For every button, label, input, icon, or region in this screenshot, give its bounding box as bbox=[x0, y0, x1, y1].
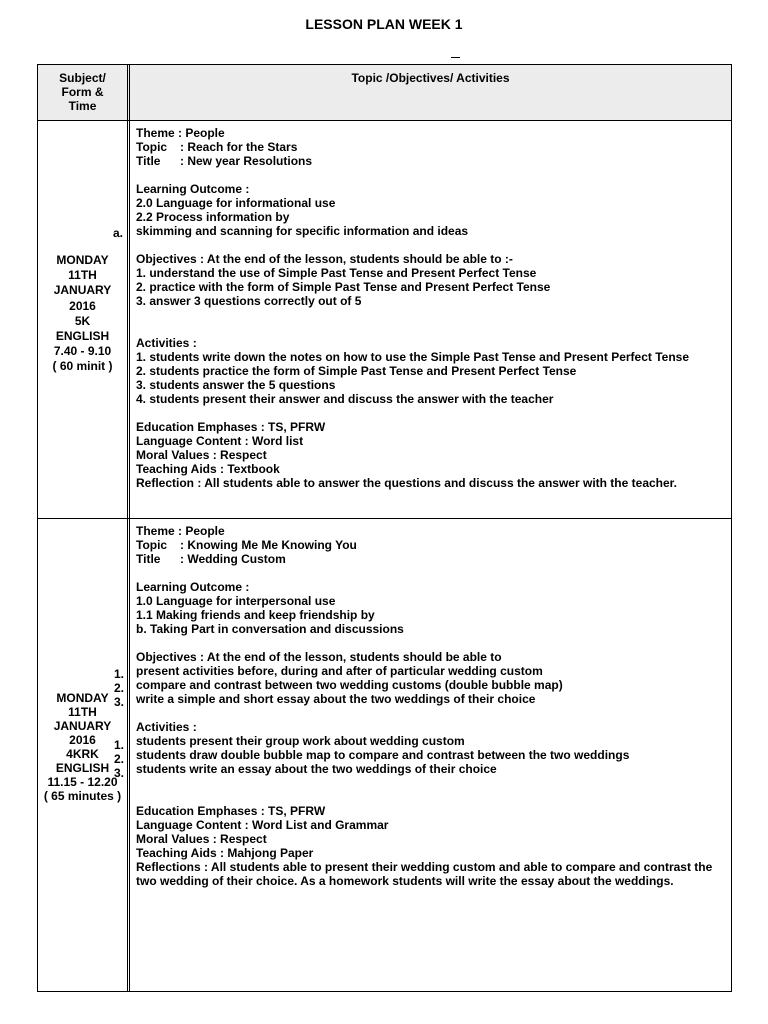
page-title: LESSON PLAN WEEK 1 bbox=[305, 16, 463, 32]
lesson2-activity-markers: 1. 2. 3. bbox=[113, 738, 124, 780]
header-subject-form-time: Subject/ Form & Time bbox=[59, 71, 106, 113]
lesson2-activity: students draw double bubble map to compare and contrast between the two weddings bbox=[136, 748, 630, 762]
lesson2-language-content: Language Content : Word List and Grammar bbox=[136, 818, 389, 832]
lesson1-theme: Theme : People bbox=[136, 126, 225, 140]
lesson1-lo-heading: Learning Outcome : bbox=[136, 182, 250, 196]
lesson1-activity: 1. students write down the notes on how to use the Simple Past Tense and Present Perfect Tense bbox=[136, 350, 690, 364]
lesson1-moral-values: Moral Values : Respect bbox=[136, 448, 267, 462]
lesson2-moral-values: Moral Values : Respect bbox=[136, 832, 267, 846]
lesson2-activity: students write an essay about the two weddings of their choice bbox=[136, 762, 497, 776]
column-divider bbox=[127, 65, 128, 991]
row-divider bbox=[38, 518, 731, 519]
lesson2-title: Title : Wedding Custom bbox=[136, 552, 286, 566]
lesson2-reflection: Reflections : All students able to present their wedding custom and able to compare and contrast the two wedding of their choice. As a homework students will write the essay about the weddings. bbox=[136, 860, 713, 888]
lesson1-language-content: Language Content : Word list bbox=[136, 434, 304, 448]
lesson1-activities-heading: Activities : bbox=[136, 336, 197, 350]
lesson2-emphases: Education Emphases : TS, PFRW bbox=[136, 804, 326, 818]
lesson1-lo-item: 2.0 Language for informational use bbox=[136, 196, 336, 210]
lesson1-teaching-aids: Teaching Aids : Textbook bbox=[136, 462, 280, 476]
lesson1-activity: 3. students answer the 5 questions bbox=[136, 378, 336, 392]
lesson2-objective: compare and contrast between two wedding customs (double bubble map) bbox=[136, 678, 563, 692]
lesson1-title: Title : New year Resolutions bbox=[136, 154, 313, 168]
lesson2-activity: students present their group work about wedding custom bbox=[136, 734, 465, 748]
column-divider-inner bbox=[129, 65, 130, 991]
lesson2-theme: Theme : People bbox=[136, 524, 225, 538]
lesson2-objectives-heading: Objectives : At the end of the lesson, students should be able to bbox=[136, 650, 502, 664]
lesson2-lo-item: 1.1 Making friends and keep friendship by bbox=[136, 608, 375, 622]
lesson-plan-table bbox=[37, 64, 732, 992]
lesson2-activities-heading: Activities : bbox=[136, 720, 197, 734]
lesson1-activity: 4. students present their answer and discuss the answer with the teacher bbox=[136, 392, 554, 406]
lesson2-teaching-aids: Teaching Aids : Mahjong Paper bbox=[136, 846, 314, 860]
lesson1-objective: 2. practice with the form of Simple Past Tense and Present Perfect Tense bbox=[136, 280, 551, 294]
lesson1-content bbox=[136, 126, 726, 490]
lesson1-objective: 1. understand the use of Simple Past Tense and Present Perfect Tense bbox=[136, 266, 537, 280]
lesson2-topic: Topic : Knowing Me Me Knowing You bbox=[136, 538, 357, 552]
lesson1-day-cell: MONDAY 11TH JANUARY 2016 5K ENGLISH 7.40 - 9.10 ( 60 minit ) bbox=[52, 253, 113, 374]
lesson2-lo-heading: Learning Outcome : bbox=[136, 580, 250, 594]
lesson1-lo-item: skimming and scanning for specific information and ideas bbox=[136, 224, 469, 238]
lesson1-reflection: Reflection : All students able to answer the questions and discuss the answer with the teacher. bbox=[136, 476, 678, 490]
title-underline-mark bbox=[451, 57, 460, 58]
lesson2-content bbox=[136, 524, 726, 888]
lesson2-lo-item: b. Taking Part in conversation and discussions bbox=[136, 622, 404, 636]
lesson2-day-cell: MONDAY 11TH JANUARY 2016 4KRK ENGLISH 11.15 - 12.20 ( 65 minutes ) bbox=[43, 691, 122, 803]
lesson1-activity: 2. students practice the form of Simple Past Tense and Present Perfect Tense bbox=[136, 364, 577, 378]
lesson1-topic: Topic : Reach for the Stars bbox=[136, 140, 298, 154]
lesson1-objectives-heading: Objectives : At the end of the lesson, students should be able to :- bbox=[136, 252, 513, 266]
lesson1-emphases: Education Emphases : TS, PFRW bbox=[136, 420, 326, 434]
lesson1-lo-marker: a. bbox=[112, 226, 123, 240]
table-header-row bbox=[38, 65, 731, 121]
lesson2-objective: write a simple and short essay about the two weddings of their choice bbox=[136, 692, 536, 706]
lesson2-lo-item: 1.0 Language for interpersonal use bbox=[136, 594, 336, 608]
header-topic-objectives: Topic /Objectives/ Activities bbox=[351, 71, 510, 85]
lesson2-objective: present activities before, during and after of particular wedding custom bbox=[136, 664, 543, 678]
lesson2-objective-markers: 1. 2. 3. bbox=[113, 667, 124, 709]
lesson1-objective: 3. answer 3 questions correctly out of 5 bbox=[136, 294, 362, 308]
lesson1-lo-item: 2.2 Process information by bbox=[136, 210, 290, 224]
